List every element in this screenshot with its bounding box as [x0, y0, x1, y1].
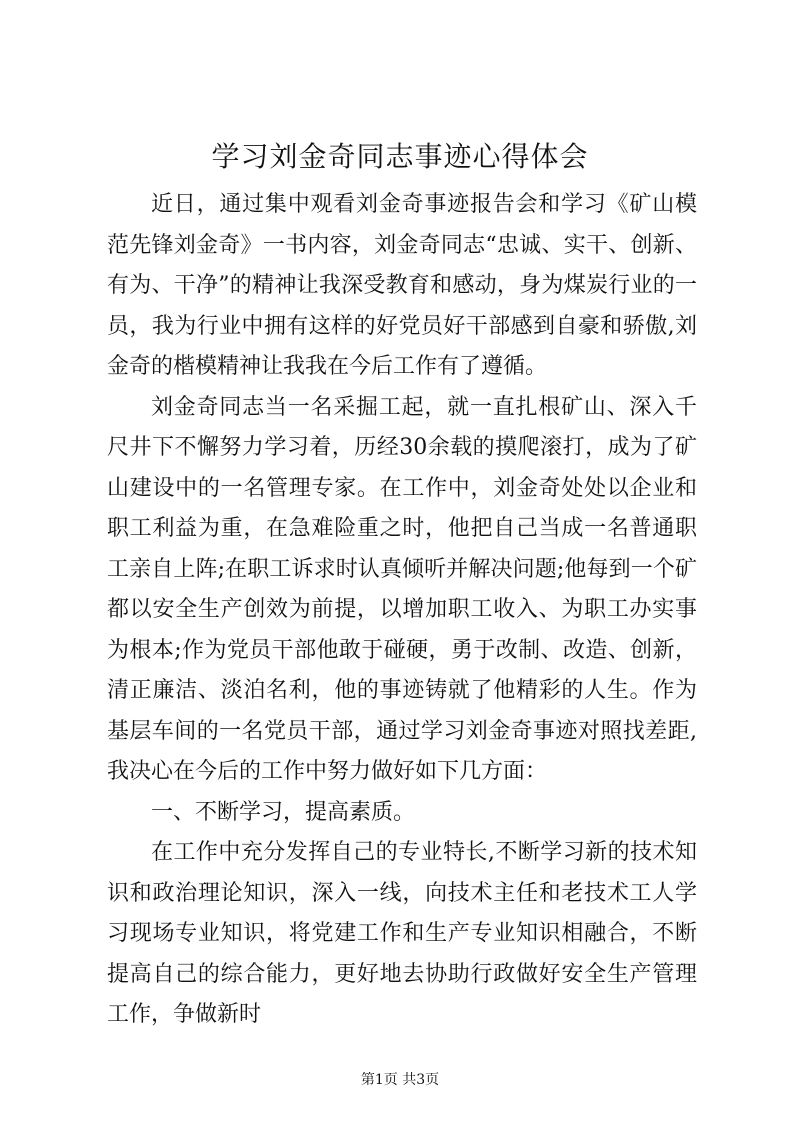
paragraph-intro: 近日，通过集中观看刘金奇事迹报告会和学习《矿山模范先锋刘金奇》一书内容，刘金奇同志“忠诚、实干、创新、有为、干净”的精神让我深受教育和感动，身为煤炭行业的一员，我为行业中拥有这样的好党员好干部感到自豪和骄傲,刘金奇的楷模精神让我我在今后工作有了遵循。: [107, 192, 697, 379]
document-body: [107, 185, 697, 1036]
page-footer: 第1页 共3页: [360, 1072, 440, 1088]
paragraph-study: 在工作中充分发挥自己的专业特长,不断学习新的技术知识和政治理论知识，深入一线，向技术主任和老技术工人学习现场专业知识，将党建工作和生产专业知识相融合，不断提高自己的综合能力，更好地去协助行政做好安全生产管理工作，争做新时: [107, 840, 697, 1027]
paragraph-deeds: 刘金奇同志当一名采掘工起，就一直扎根矿山、深入千尺井下不懈努力学习着，历经30余载的摸爬滚打，成为了矿山建设中的一名管理专家。在工作中，刘金奇处处以企业和职工利益为重，在急难险重之时，他把自己当成一名普通职工亲自上阵;在职工诉求时认真倾听并解决问题;他每到一个矿都以安全生产创效为前提，以增加职工收入、为职工办实事为根本;作为党员干部他敢于碰硬，勇于改制、改造、创新，清正廉洁、淡泊名利，他的事迹铸就了他精彩的人生。作为基层车间的一名党员干部，通过学习刘金奇事迹对照找差距,我决心在今后的工作中努力做好如下几方面：: [107, 394, 697, 784]
section-heading-1: 一、不断学习，提高素质。: [151, 799, 416, 825]
document-title: 学习刘金奇同志事迹心得体会: [211, 140, 589, 173]
